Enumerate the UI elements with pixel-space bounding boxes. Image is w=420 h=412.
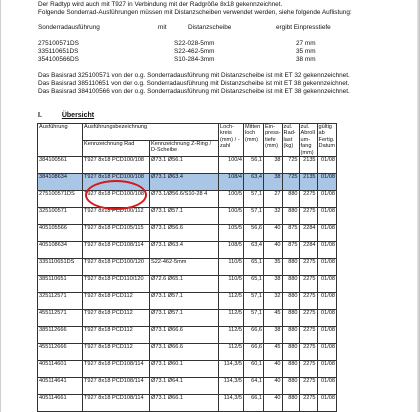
section-heading <box>38 112 94 119</box>
table-row <box>38 361 337 378</box>
table-row <box>38 395 337 412</box>
spacer-row <box>38 56 316 63</box>
table-row <box>38 276 337 293</box>
table-row <box>38 242 337 259</box>
cell-ausfuehrung: 275100571DS <box>38 191 83 208</box>
spacer-rad: 275100571DS <box>38 40 79 47</box>
cell-ausfuehrung: 455112571 <box>38 310 83 327</box>
header-lochkreis: Loch-kreis (mm) / -zahl <box>219 124 244 157</box>
cell-kennzeichnung-rad: T927 8x18 PCD110/120 <box>83 276 150 293</box>
cell-abrollumfang: 2275 <box>299 395 317 412</box>
section-number: I. <box>38 112 42 119</box>
cell-radlast: 880 <box>282 344 299 361</box>
table-row <box>38 225 337 242</box>
cell-gueltig: 01/08 <box>317 327 336 344</box>
cell-mittenloch: 57,1 <box>244 293 264 310</box>
cell-kennzeichnung-rad: T927 8x18 PCD108/114 <box>83 378 150 395</box>
cell-lochkreis: 105/5 <box>219 225 244 242</box>
cell-radlast: 880 <box>282 361 299 378</box>
cell-kennzeichnung-rad: T927 8x18 PCD100/108 <box>83 157 150 174</box>
cell-lochkreis: 114,3/5 <box>219 378 244 395</box>
cell-lochkreis: 110/5 <box>219 259 244 276</box>
header-kennzeichnung-rad: Kennzeichnung Rad <box>83 141 150 157</box>
cell-radlast: 880 <box>282 378 299 395</box>
cell-radlast: 880 <box>282 276 299 293</box>
cell-lochkreis: 100/5 <box>219 208 244 225</box>
header-ausfuehrung: Ausführung <box>38 124 83 157</box>
table-row <box>38 157 337 174</box>
section-title: Übersicht <box>61 112 95 119</box>
cell-abrollumfang: 2284 <box>299 242 317 259</box>
cell-radlast: 725 <box>282 157 299 174</box>
cell-ausfuehrung: 335110651DS <box>38 259 83 276</box>
cell-kennzeichnung-rad: T927 8x18 PCD108/114 <box>83 361 150 378</box>
spacer-scheibe: S22-028-5mm <box>174 40 215 47</box>
cell-ausfuehrung: 405108634 <box>38 242 83 259</box>
cell-lochkreis: 110/5 <box>219 276 244 293</box>
cell-abrollumfang: 2275 <box>299 310 317 327</box>
red-highlight-circle <box>85 180 147 210</box>
cell-kennzeichnung-z: Ø73.1/Ø56.6/S10-28 4 <box>150 191 219 208</box>
cell-abrollumfang: 2275 <box>299 191 317 208</box>
cell-gueltig: 01/08 <box>317 361 336 378</box>
cell-kennzeichnung-rad: T927 8x18 PCD112 <box>83 293 150 310</box>
cell-kennzeichnung-rad: T927 8x18 PCD100/108 <box>83 174 150 191</box>
cell-einpresstiefe: 38 <box>264 157 283 174</box>
cell-radlast: 880 <box>282 310 299 327</box>
cell-abrollumfang: 2275 <box>299 276 317 293</box>
note-line: Das Basisrad 384100566 von der o.g. Sonderradausführung mit Distanzscheibe ist mit ET 38 gekennzeichnet. <box>38 88 350 95</box>
cell-lochkreis: 112/5 <box>219 293 244 310</box>
cell-ausfuehrung: 455112666 <box>38 344 83 361</box>
cell-gueltig: 01/08 <box>317 310 336 327</box>
spacer-tiefe: 35 mm <box>296 48 316 55</box>
table-header-row <box>38 124 337 141</box>
cell-mittenloch: 65,1 <box>244 276 264 293</box>
cell-lochkreis: 100/5 <box>219 191 244 208</box>
spacer-rad: 335110651DS <box>38 48 79 55</box>
cell-abrollumfang: 2275 <box>299 361 317 378</box>
header-bezeichnung: Ausführungsbezeichnung <box>83 124 219 141</box>
cell-kennzeichnung-rad: T927 8x18 PCD100/112 <box>83 208 150 225</box>
spacer-scheibe: S22-462-5mm <box>174 48 215 55</box>
cell-kennzeichnung-z: Ø73.1 Ø66.6 <box>150 344 219 361</box>
cell-lochkreis: 108/5 <box>219 242 244 259</box>
cell-mittenloch: 57,1 <box>244 310 264 327</box>
intro-line-2: Folgende Sonderrad-Ausführungen müssen mit Distanzscheiben verwendet werden, siehe folgende Auflistung: <box>38 9 352 16</box>
cell-einpresstiefe: 38 <box>264 327 283 344</box>
cell-radlast: 875 <box>282 225 299 242</box>
cell-ausfuehrung: 385110651 <box>38 276 83 293</box>
spacer-tiefe: 38 mm <box>296 56 316 63</box>
cell-mittenloch: 57,1 <box>244 191 264 208</box>
cell-lochkreis: 112/5 <box>219 327 244 344</box>
cell-abrollumfang: 2275 <box>299 344 317 361</box>
header-mittenloch: Mitten loch (mm) <box>244 124 264 157</box>
cell-einpresstiefe: 40 <box>264 361 283 378</box>
cell-radlast: 880 <box>282 208 299 225</box>
table-row <box>38 191 337 208</box>
cell-kennzeichnung-rad: T927 8x18 PCD112 <box>83 327 150 344</box>
cell-einpresstiefe: 45 <box>264 310 283 327</box>
cell-einpresstiefe: 45 <box>264 344 283 361</box>
cell-gueltig: 01/08 <box>317 344 336 361</box>
spacer-list-header <box>38 24 331 31</box>
cell-ausfuehrung: 405114601 <box>38 361 83 378</box>
header-abrollumfang: zul. Abroll um-fang (mm) <box>299 124 317 157</box>
cell-kennzeichnung-z: Ø73.1 Ø66.1 <box>150 395 219 412</box>
cell-mittenloch: 66,1 <box>244 395 264 412</box>
cell-kennzeichnung-rad: T927 8x18 PCD108/114 <box>83 242 150 259</box>
cell-gueltig: 01/08 <box>317 157 336 174</box>
cell-gueltig: 01/08 <box>317 242 336 259</box>
cell-gueltig: 01/08 <box>317 293 336 310</box>
cell-einpresstiefe: 38 <box>264 276 283 293</box>
cell-kennzeichnung-z: Ø73.1 Ø57.1 <box>150 293 219 310</box>
cell-gueltig: 01/08 <box>317 259 336 276</box>
overview-table <box>37 123 337 412</box>
cell-einpresstiefe: 35 <box>264 259 283 276</box>
table-row <box>38 293 337 310</box>
cell-kennzeichnung-rad: T927 8x18 PCD108/114 <box>83 395 150 412</box>
header-einpresstiefe: Ein-press-tiefe (mm) <box>264 124 283 157</box>
cell-kennzeichnung-rad: T927 8x18 PCD112 <box>83 344 150 361</box>
cell-kennzeichnung-rad: T927 8x18 PCD112 <box>83 310 150 327</box>
note-line: Das Basisrad 325100571 von der o.g. Sonderradausführung mit Distanzscheibe ist mit ET 32 gekennzeichnet. <box>38 72 350 79</box>
cell-mittenloch: 64,1 <box>244 378 264 395</box>
cell-mittenloch: 56,6 <box>244 225 264 242</box>
cell-einpresstiefe: 40 <box>264 378 283 395</box>
header-gueltig: gültig ab Fertig. Datum <box>317 124 336 157</box>
cell-lochkreis: 108/4 <box>219 174 244 191</box>
cell-kennzeichnung-z: Ø73.1 Ø63.4 <box>150 242 219 259</box>
spacer-header-rad: Sonderradausführung <box>38 24 100 31</box>
cell-einpresstiefe: 40 <box>264 395 283 412</box>
cell-mittenloch: 65,1 <box>244 259 264 276</box>
cell-abrollumfang: 2275 <box>299 259 317 276</box>
cell-mittenloch: 63,4 <box>244 174 264 191</box>
cell-einpresstiefe: 40 <box>264 225 283 242</box>
cell-mittenloch: 56,1 <box>244 157 264 174</box>
cell-gueltig: 01/08 <box>317 395 336 412</box>
spacer-header-tiefe: ergibt Einpresstiefe <box>276 24 331 31</box>
cell-kennzeichnung-z: Ø73.1 Ø57.1 <box>150 208 219 225</box>
spacer-rad: 354100566DS <box>38 56 79 63</box>
spacer-row <box>38 48 316 55</box>
cell-abrollumfang: 2284 <box>299 225 317 242</box>
cell-kennzeichnung-z: S22-462-5mm <box>150 259 219 276</box>
table-row <box>38 378 337 395</box>
cell-radlast: 725 <box>282 174 299 191</box>
cell-ausfuehrung: 325112571 <box>38 293 83 310</box>
cell-einpresstiefe: 40 <box>264 242 283 259</box>
cell-einpresstiefe: 27 <box>264 191 283 208</box>
note-line: Das Basisrad 385110651 von der o.g. Sonderradausführung mit Distanzscheibe ist mit ET 38 gekennzeichnet. <box>38 80 350 87</box>
spacer-scheibe: S10-284-3mm <box>174 56 215 63</box>
table-row <box>38 327 337 344</box>
cell-abrollumfang: 2275 <box>299 378 317 395</box>
cell-kennzeichnung-z: Ø73.1 Ø56.6 <box>150 225 219 242</box>
cell-kennzeichnung-z: Ø73.1 Ø57.1 <box>150 310 219 327</box>
cell-radlast: 880 <box>282 293 299 310</box>
cell-radlast: 880 <box>282 395 299 412</box>
cell-radlast: 880 <box>282 327 299 344</box>
cell-kennzeichnung-rad: T927 8x18 PCD100/120 <box>83 259 150 276</box>
cell-radlast: 880 <box>282 259 299 276</box>
cell-mittenloch: 66,6 <box>244 344 264 361</box>
cell-abrollumfang: 2135 <box>299 157 317 174</box>
table-row <box>38 344 337 361</box>
header-radlast: zul. Rad-last (kg) <box>282 124 299 157</box>
cell-lochkreis: 100/4 <box>219 157 244 174</box>
cell-kennzeichnung-z: Ø73.1 Ø63.4 <box>150 174 219 191</box>
table-row <box>38 310 337 327</box>
cell-kennzeichnung-z: Ø72.6 Ø65.1 <box>150 276 219 293</box>
cell-ausfuehrung: 405114641 <box>38 378 83 395</box>
cell-ausfuehrung: 385112666 <box>38 327 83 344</box>
cell-kennzeichnung-z: Ø73.1 Ø56.1 <box>150 157 219 174</box>
cell-kennzeichnung-rad: T927 8x18 PCD105/115 <box>83 225 150 242</box>
cell-abrollumfang: 2275 <box>299 327 317 344</box>
intro-line-1: Der Radtyp wird auch mit T927 in Verbindung mit der Radgröße 8x18 gekennzeichnet. <box>38 1 283 8</box>
spacer-row <box>38 40 316 47</box>
cell-gueltig: 01/08 <box>317 378 336 395</box>
cell-gueltig: 01/08 <box>317 174 336 191</box>
cell-radlast: 880 <box>282 191 299 208</box>
cell-abrollumfang: 2135 <box>299 174 317 191</box>
spacer-header-mit: mit <box>158 24 167 31</box>
cell-ausfuehrung: 405114661 <box>38 395 83 412</box>
cell-einpresstiefe: 32 <box>264 208 283 225</box>
cell-lochkreis: 112/5 <box>219 310 244 327</box>
cell-radlast: 875 <box>282 242 299 259</box>
cell-mittenloch: 63,4 <box>244 242 264 259</box>
cell-ausfuehrung: 384108634 <box>38 174 83 191</box>
cell-kennzeichnung-z: Ø73.1 Ø64.1 <box>150 378 219 395</box>
cell-einpresstiefe: 32 <box>264 293 283 310</box>
cell-abrollumfang: 2275 <box>299 208 317 225</box>
cell-lochkreis: 114,3/5 <box>219 361 244 378</box>
cell-abrollumfang: 2275 <box>299 293 317 310</box>
cell-kennzeichnung-z: Ø73.1 Ø60.1 <box>150 361 219 378</box>
header-kennzeichnung-z: Kennzeichnung Z-Ring / D-Scheibe <box>150 141 219 157</box>
cell-gueltig: 01/08 <box>317 225 336 242</box>
cell-einpresstiefe: 38 <box>264 174 283 191</box>
table-row <box>38 208 337 225</box>
cell-gueltig: 01/08 <box>317 276 336 293</box>
cell-mittenloch: 66,6 <box>244 327 264 344</box>
table-row <box>38 174 337 191</box>
cell-gueltig: 01/08 <box>317 191 336 208</box>
spacer-header-scheibe: Distanzscheibe <box>188 24 232 31</box>
cell-ausfuehrung: 325100571 <box>38 208 83 225</box>
cell-mittenloch: 60,1 <box>244 361 264 378</box>
cell-mittenloch: 57,1 <box>244 208 264 225</box>
cell-kennzeichnung-rad: T927 8x18 PCD100/108 <box>83 191 150 208</box>
cell-lochkreis: 112/5 <box>219 344 244 361</box>
table-row <box>38 259 337 276</box>
cell-ausfuehrung: 405105566 <box>38 225 83 242</box>
cell-ausfuehrung: 384100561 <box>38 157 83 174</box>
spacer-tiefe: 27 mm <box>296 40 316 47</box>
cell-gueltig: 01/08 <box>317 208 336 225</box>
cell-lochkreis: 114,3/5 <box>219 395 244 412</box>
cell-kennzeichnung-z: Ø73.1 Ø66.6 <box>150 327 219 344</box>
